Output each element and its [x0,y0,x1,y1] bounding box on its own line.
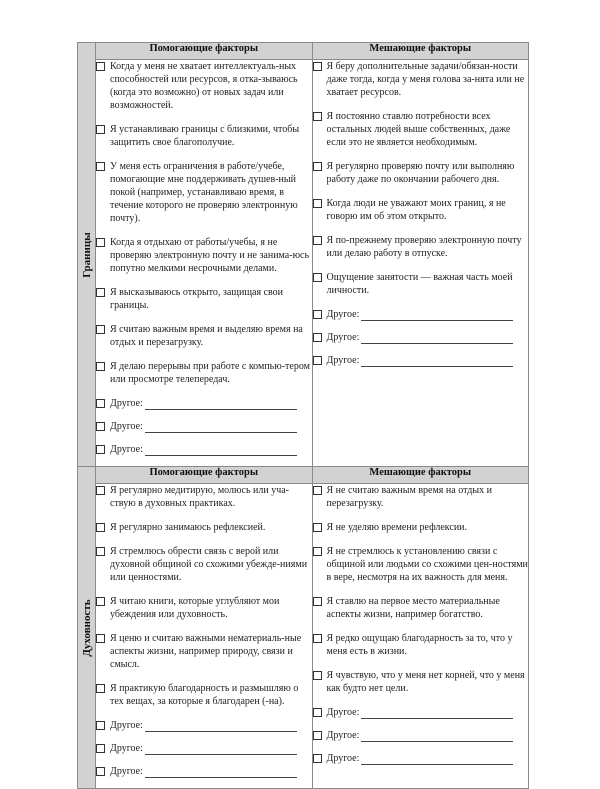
other-input-line[interactable] [145,743,297,755]
hinder-header: Мешающие факторы [312,467,529,484]
checkbox[interactable] [96,767,105,776]
checklist-item[interactable]: Я по-прежнему проверяю электронную почту или делаю работу в отпуске. [313,234,529,260]
checkbox[interactable] [313,236,322,245]
checkbox[interactable] [313,273,322,282]
other-item[interactable]: Другое: [96,742,312,755]
checklist-item[interactable]: Я регулярно медитирую, молюсь или уча-ствую в духовных практиках. [96,484,312,510]
checklist-item[interactable]: Я беру дополнительные задачи/обязан-ности даже тогда, когда у меня голова за-нята или не хватает ресурсов. [313,60,529,99]
other-item[interactable]: Другое: [313,331,529,344]
other-item[interactable]: Другое: [96,397,312,410]
checklist-item[interactable]: Я редко ощущаю благодарность за то, что у меня есть в жизни. [313,632,529,658]
checkbox[interactable] [96,445,105,454]
checklist-item[interactable]: Я устанавливаю границы с близкими, чтобы защитить свое благополучие. [96,123,312,149]
checklist-item[interactable]: Когда я отдыхаю от работы/учебы, я не проверяю электронную почту и не занима-юсь попутно мелкими несрочными делами. [96,236,312,275]
hinder-column [312,60,529,467]
checkbox[interactable] [96,597,105,606]
checkbox[interactable] [313,333,322,342]
checklist-item[interactable]: Я ценю и считаю важными нематериаль-ные аспекты жизни, например природу, связи и смысл. [96,632,312,671]
help-column [96,60,313,467]
checklist-item[interactable]: Я ставлю на первое место материальные аспекты жизни, например богатство. [313,595,529,621]
section-label: Духовность [80,598,93,657]
section-spirituality [77,466,529,789]
other-item[interactable]: Другое: [96,443,312,456]
checklist-item[interactable]: Я чувствую, что у меня нет корней, что у меня как будто нет цели. [313,669,529,695]
checkbox[interactable] [313,62,322,71]
other-input-line[interactable] [145,398,297,410]
checkbox[interactable] [96,684,105,693]
checkbox[interactable] [96,125,105,134]
checkbox[interactable] [96,523,105,532]
other-item[interactable]: Другое: [96,420,312,433]
checkbox[interactable] [96,399,105,408]
checklist-item[interactable]: Я постоянно ставлю потребности всех остальных людей выше собственных, даже если это не является необходимым. [313,110,529,149]
checklist-item[interactable]: Когда люди не уважают моих границ, я не говорю им об этом открыто. [313,197,529,223]
checklist-item[interactable]: Я делаю перерывы при работе с компью-тером или просмотре телепередач. [96,360,312,386]
checkbox[interactable] [96,422,105,431]
checkbox[interactable] [96,325,105,334]
checkbox[interactable] [313,708,322,717]
other-item[interactable]: Другое: [313,706,529,719]
section-boundaries [77,42,529,467]
other-input-line[interactable] [361,730,513,742]
other-input-line[interactable] [145,444,297,456]
checklist-item[interactable]: Я стремлюсь обрести связь с верой или духовной общиной со схожими убежде-ниями или ценностями. [96,545,312,584]
checkbox[interactable] [96,162,105,171]
checklist-item[interactable]: Я читаю книги, которые углубляют мои убеждения или духовность. [96,595,312,621]
other-input-line[interactable] [361,332,513,344]
other-input-line[interactable] [361,753,513,765]
other-input-line[interactable] [145,766,297,778]
checkbox[interactable] [313,634,322,643]
checkbox[interactable] [313,671,322,680]
checklist-item[interactable]: У меня есть ограничения в работе/учебе, помогающие мне поддерживать душев-ный покой (например, устанавливаю время, в течение которого не проверяю электронную почту). [96,160,312,225]
checklist-item[interactable]: Когда у меня не хватает интеллектуаль-ных способностей или ресурсов, я отка-зываюсь (когда это возможно) от новых задач или возможностей. [96,60,312,112]
checklist-item[interactable]: Я не уделяю времени рефлексии. [313,521,529,534]
checkbox[interactable] [96,634,105,643]
checkbox[interactable] [313,162,322,171]
checkbox[interactable] [96,62,105,71]
other-input-line[interactable] [361,355,513,367]
checklist-item[interactable]: Я не считаю важным время на отдых и перезагрузку. [313,484,529,510]
checkbox[interactable] [96,288,105,297]
checklist-item[interactable]: Я регулярно занимаюсь рефлексией. [96,521,312,534]
checkbox[interactable] [313,112,322,121]
help-header: Помогающие факторы [96,43,313,60]
other-item[interactable]: Другое: [96,719,312,732]
other-item[interactable]: Другое: [313,752,529,765]
hinder-header: Мешающие факторы [312,43,529,60]
checkbox[interactable] [313,597,322,606]
checkbox[interactable] [313,754,322,763]
help-column [96,484,313,789]
checkbox[interactable] [313,523,322,532]
checkbox[interactable] [96,238,105,247]
other-item[interactable]: Другое: [313,308,529,321]
checkbox[interactable] [313,310,322,319]
section-label-cell [78,467,96,789]
checkbox[interactable] [313,547,322,556]
hinder-column [312,484,529,789]
checkbox[interactable] [96,744,105,753]
section-label-cell [78,43,96,467]
other-input-line[interactable] [145,421,297,433]
checklist-item[interactable]: Ощущение занятости — важная часть моей личности. [313,271,529,297]
checklist-item[interactable]: Я считаю важным время и выделяю время на отдых и перезагрузку. [96,323,312,349]
section-label: Границы [80,231,93,278]
other-input-line[interactable] [361,707,513,719]
checklist-item[interactable]: Я практикую благодарность и размышляю о тех вещах, за которые я благодарен (-на). [96,682,312,708]
checkbox[interactable] [96,362,105,371]
other-item[interactable]: Другое: [96,765,312,778]
checklist-item[interactable]: Я высказываюсь открыто, защищая свои границы. [96,286,312,312]
other-input-line[interactable] [361,309,513,321]
checkbox[interactable] [313,731,322,740]
other-input-line[interactable] [145,720,297,732]
checkbox[interactable] [96,486,105,495]
checklist-item[interactable]: Я не стремлюсь к установлению связи с общиной или людьми со схожими цен-ностями в вере, несмотря на их важность для меня. [313,545,529,584]
worksheet-page [77,42,529,789]
help-header: Помогающие факторы [96,467,313,484]
checkbox[interactable] [313,199,322,208]
checkbox[interactable] [96,721,105,730]
other-item[interactable]: Другое: [313,354,529,367]
checkbox[interactable] [313,356,322,365]
other-item[interactable]: Другое: [313,729,529,742]
checkbox[interactable] [313,486,322,495]
checkbox[interactable] [96,547,105,556]
checklist-item[interactable]: Я регулярно проверяю почту или выполняю работу даже по окончании рабочего дня. [313,160,529,186]
